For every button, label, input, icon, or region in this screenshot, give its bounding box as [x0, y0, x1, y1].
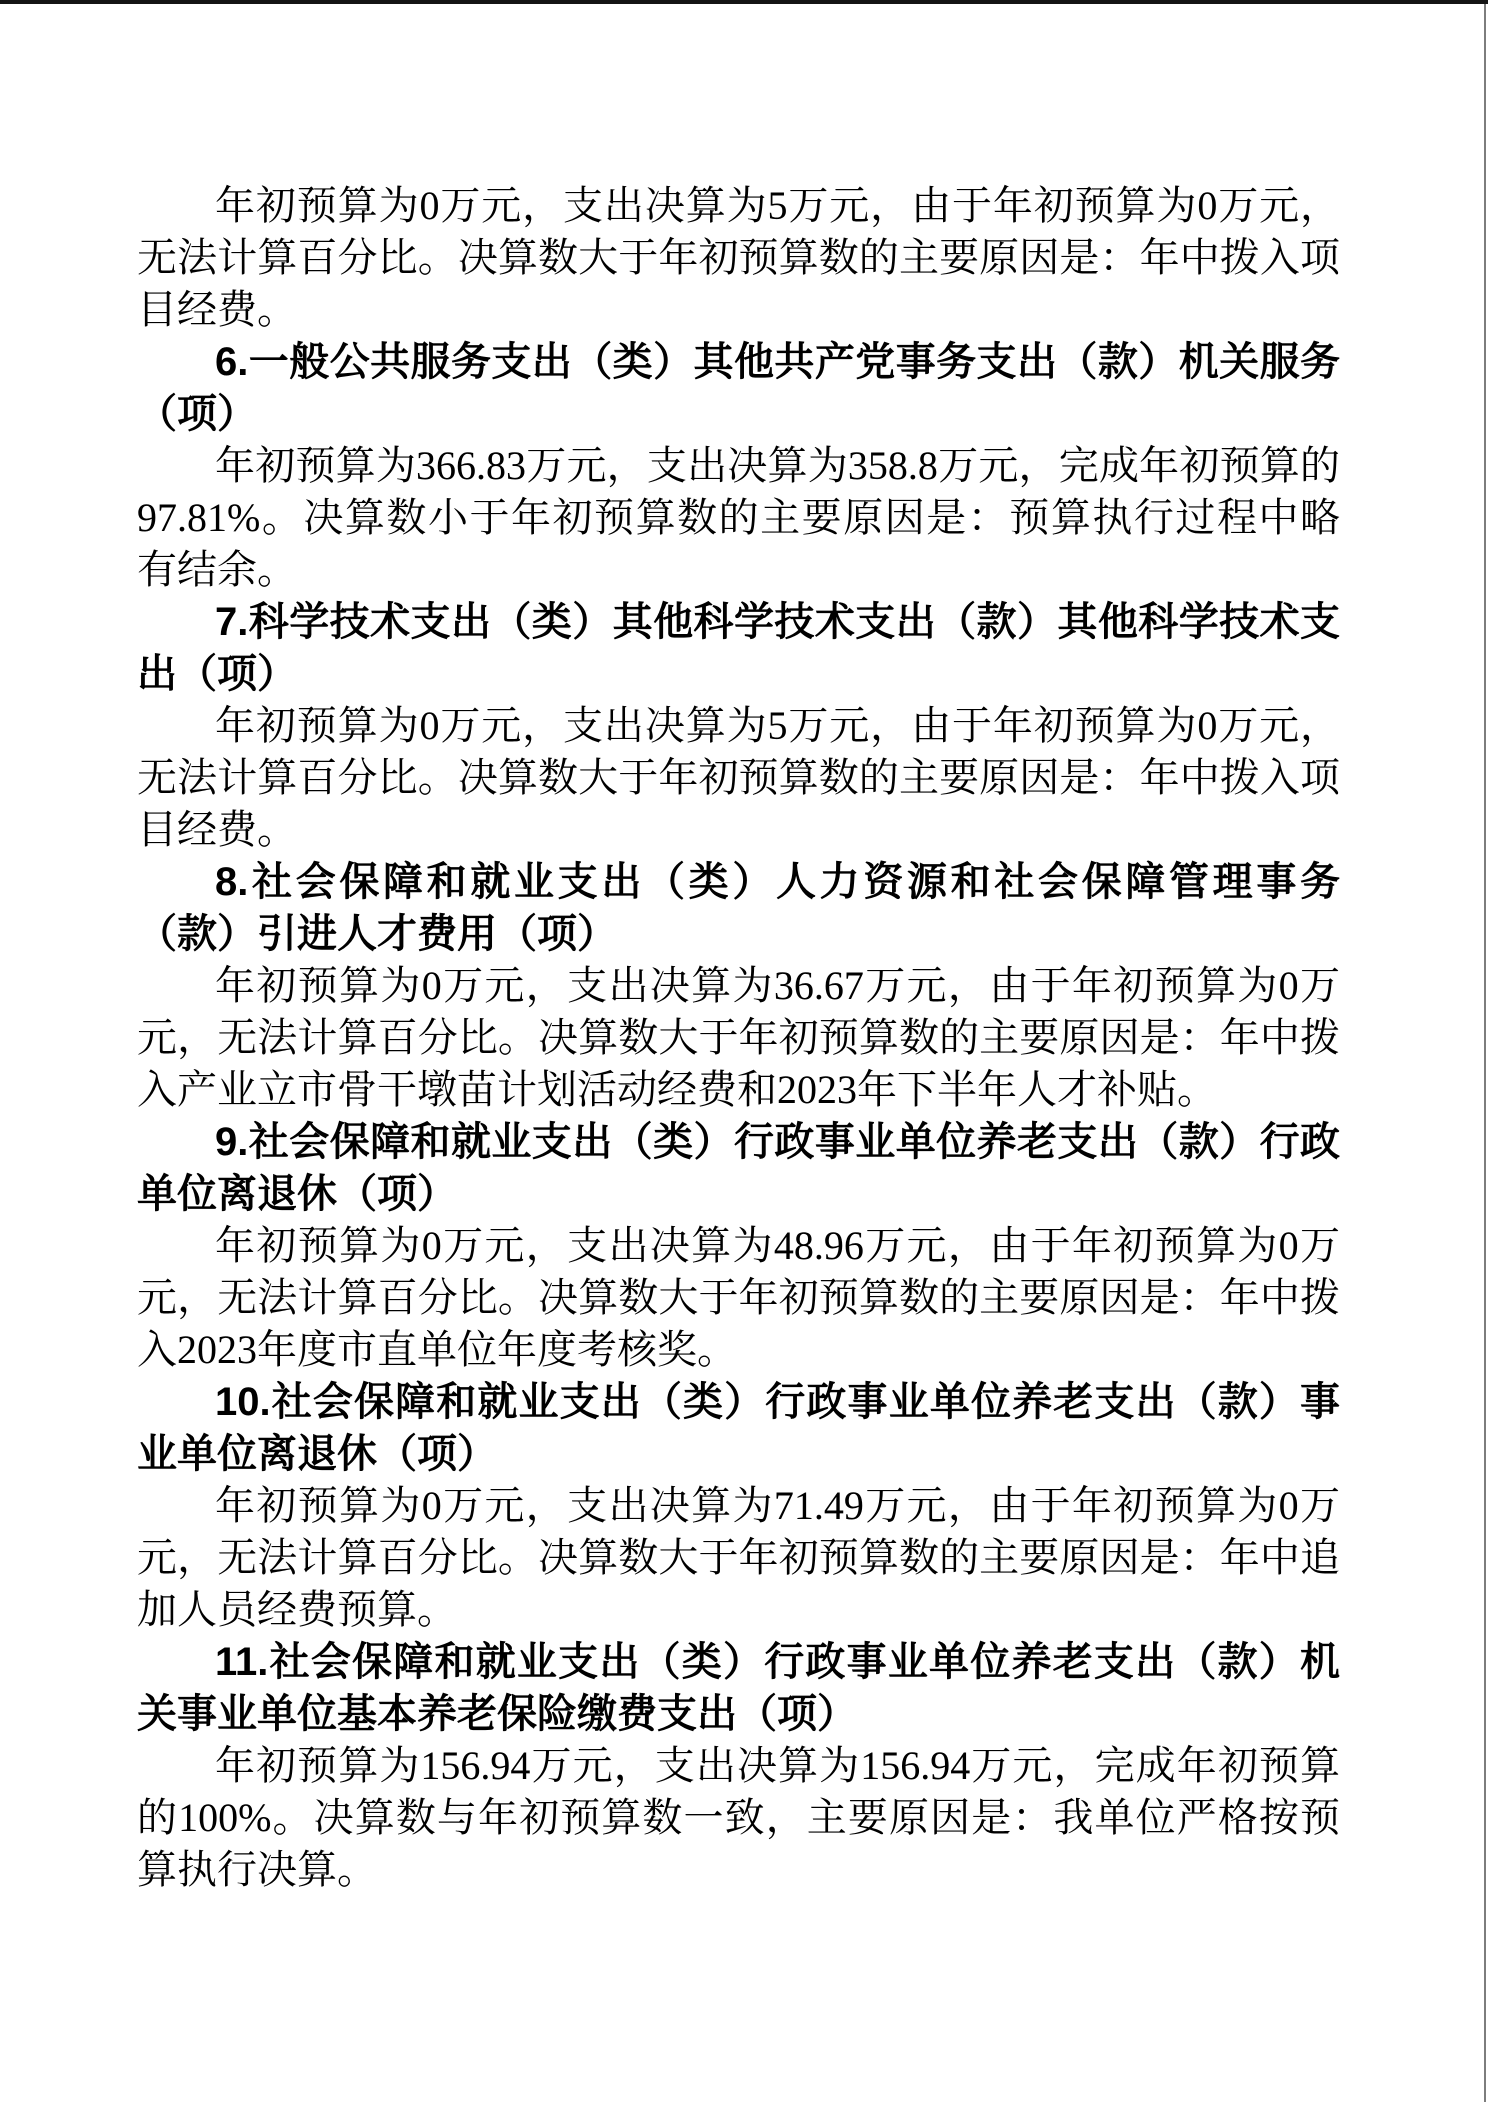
document-body	[137, 180, 1340, 1896]
budget-explanation-paragraph: 年初预算为156.94万元，支出决算为156.94万元，完成年初预算的100%。决算数与年初预算数一致，主要原因是：我单位严格按预算执行决算。	[137, 1743, 1340, 1892]
budget-item-heading: 6.一般公共服务支出（类）其他共产党事务支出（款）机关服务（项）	[137, 340, 1340, 436]
page-top-edge-line	[0, 0, 1488, 4]
budget-explanation-paragraph: 年初预算为0万元，支出决算为48.96万元，由于年初预算为0万元，无法计算百分比。决算数大于年初预算数的主要原因是：年中拨入2023年度市直单位年度考核奖。	[137, 1223, 1340, 1372]
budget-explanation-paragraph: 年初预算为0万元，支出决算为71.49万元，由于年初预算为0万元，无法计算百分比。决算数大于年初预算数的主要原因是：年中追加人员经费预算。	[137, 1483, 1340, 1632]
budget-explanation-paragraph: 年初预算为0万元，支出决算为5万元，由于年初预算为0万元，无法计算百分比。决算数大于年初预算数的主要原因是：年中拨入项目经费。	[137, 183, 1340, 332]
budget-explanation-paragraph: 年初预算为366.83万元，支出决算为358.8万元，完成年初预算的97.81%。决算数小于年初预算数的主要原因是：预算执行过程中略有结余。	[137, 443, 1340, 592]
budget-item-heading: 7.科学技术支出（类）其他科学技术支出（款）其他科学技术支出（项）	[137, 600, 1340, 696]
budget-item-heading: 8.社会保障和就业支出（类）人力资源和社会保障管理事务（款）引进人才费用（项）	[137, 860, 1340, 956]
page-right-edge-line	[1484, 4, 1486, 2102]
budget-explanation-paragraph: 年初预算为0万元，支出决算为5万元，由于年初预算为0万元，无法计算百分比。决算数大于年初预算数的主要原因是：年中拨入项目经费。	[137, 703, 1340, 852]
budget-item-heading: 10.社会保障和就业支出（类）行政事业单位养老支出（款）事业单位离退休（项）	[137, 1380, 1340, 1476]
budget-item-heading: 11.社会保障和就业支出（类）行政事业单位养老支出（款）机关事业单位基本养老保险缴费支出（项）	[137, 1640, 1340, 1736]
budget-item-heading: 9.社会保障和就业支出（类）行政事业单位养老支出（款）行政单位离退休（项）	[137, 1120, 1340, 1216]
budget-explanation-paragraph: 年初预算为0万元，支出决算为36.67万元，由于年初预算为0万元，无法计算百分比。决算数大于年初预算数的主要原因是：年中拨入产业立市骨干墩苗计划活动经费和2023年下半年人才补贴。	[137, 963, 1340, 1112]
